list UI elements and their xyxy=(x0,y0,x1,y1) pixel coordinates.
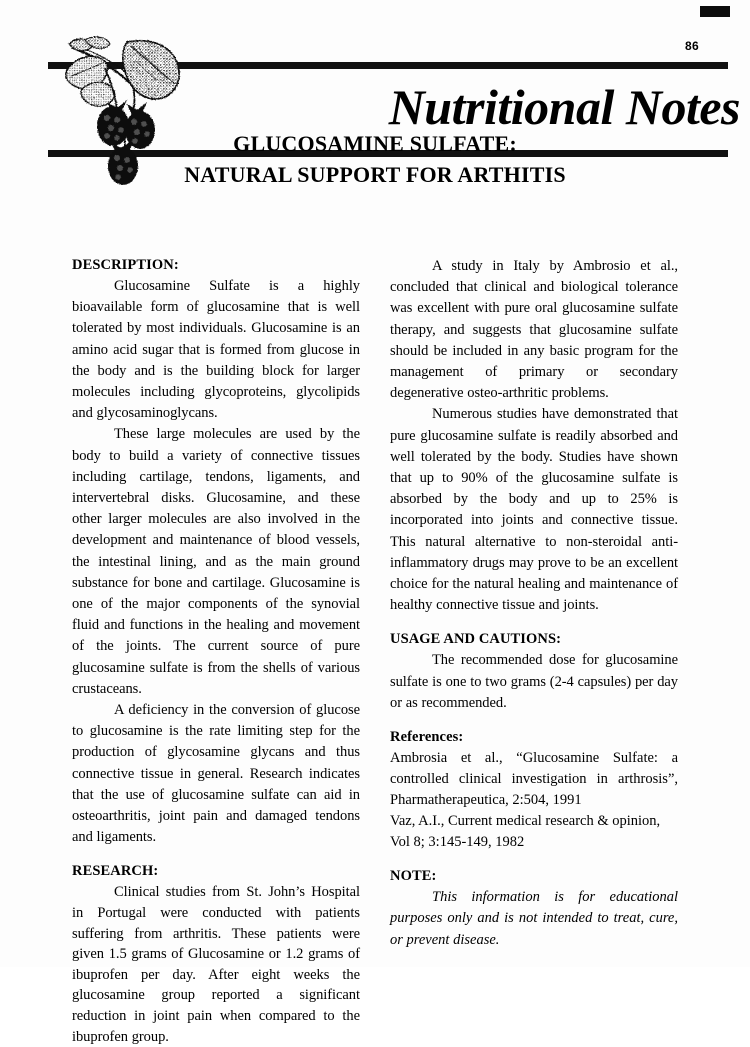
usage-paragraph-1: The recommended dose for glucosamine sulfate is one to two grams (2-4 capsules) per day or as recommended. xyxy=(390,652,678,711)
study-paragraph-2: Numerous studies have demonstrated that pure glucosamine sulfate is readily absorbed and well tolerated by the body. Studies have shown that up to 90% of the glucosamine sulfate is absorbed by the body and up to 25% is incorporated into joints and connective tissue. This natural alternative to non-steroidal anti-inflammatory drugs may prove to be an excellent choice for the natural healing and maintenance of healthy connective tissue and joints. xyxy=(390,406,678,614)
section-heading-note: NOTE: xyxy=(390,868,437,885)
article-headline xyxy=(75,128,675,190)
research-paragraph-1: Clinical studies from St. John’s Hospital in Portugal were conducted with patients suffering from arthritis. These patients were given 1.5 grams of Glucosamine or 1.2 grams of ibuprofen per day. After eight weeks the glucosamine group reported a significant reduction in joint pain when compared to the ibuprofen group. xyxy=(72,884,360,1045)
article-columns xyxy=(0,256,750,1045)
section-heading-research: RESEARCH: xyxy=(72,863,159,880)
column-spacer xyxy=(72,848,360,862)
masthead-title: Nutritional Notes xyxy=(388,79,740,135)
study-paragraph-1: A study in Italy by Ambrosio et al., concluded that clinical and biological tolerance was excellent with pure oral glucosamine sulfate therapy, and suggests that glucosamine sulfate should be included in any basic program for the management of primary or secondary degenerative osteo-arthritic problems. xyxy=(390,258,678,402)
headline-line-1: GLUCOSAMINE SULFATE: xyxy=(233,131,517,156)
left-column xyxy=(72,256,360,1047)
section-heading-references: References: xyxy=(390,729,464,746)
description-paragraph-1: Glucosamine Sulfate is a highly bioavailable form of glucosamine that is well tolerated by most individuals. Glucosamine is an amino acid sugar that is formed from glucose in the body and is the building block for larger molecules including glycoproteins, glycolipids and glycosaminoglycans. xyxy=(72,278,360,422)
note-paragraph: This information is for educational purposes only and is not intended to treat, cure, or prevent disease. xyxy=(390,889,678,948)
scan-artifact-mark xyxy=(700,6,730,17)
section-heading-description: DESCRIPTION: xyxy=(72,257,179,273)
column-spacer-usage xyxy=(390,616,678,630)
section-heading-usage-and-cautions: USAGE AND CAUTIONS: xyxy=(390,631,562,648)
headline-line-2: NATURAL SUPPORT FOR ARTHITIS xyxy=(184,162,566,187)
page-number: 86 xyxy=(685,39,699,53)
description-paragraph-2: These large molecules are used by the body to build a variety of connective tissues including cartilage, tendons, ligaments, and intervertebral disks. Glucosamine, and these other larger molecules are also involved in the development and maintenance of blood vessels, the intestinal lining, and as the main ground substance for bone and cartilage. Glucosamine is one of the major components of the synovial fluid and functions in the healing and movement of the joints. The current source of pure glucosamine sulfate is from the shells of various crustaceans. xyxy=(72,426,360,697)
column-spacer-references xyxy=(390,714,678,728)
column-spacer-note xyxy=(390,853,678,867)
reference-item-1: Ambrosia et al., “Glucosamine Sulfate: a controlled clinical investigation in arthrosis”, Pharmatherapeutica, 2:504, 1991 xyxy=(390,750,678,809)
right-column xyxy=(390,256,678,951)
reference-item-2: Vaz, A.I., Current medical research & opinion, Vol 8; 3:145-149, 1982 xyxy=(390,813,661,851)
description-paragraph-3: A deficiency in the conversion of glucose to glucosamine is the rate limiting step for the production of glycosamine glycans and thus connective tissue in general. Research indicates that the use of glucosamine sulfate can aid in osteoarthritis, joint pain and damaged tendons and ligaments. xyxy=(72,702,360,846)
